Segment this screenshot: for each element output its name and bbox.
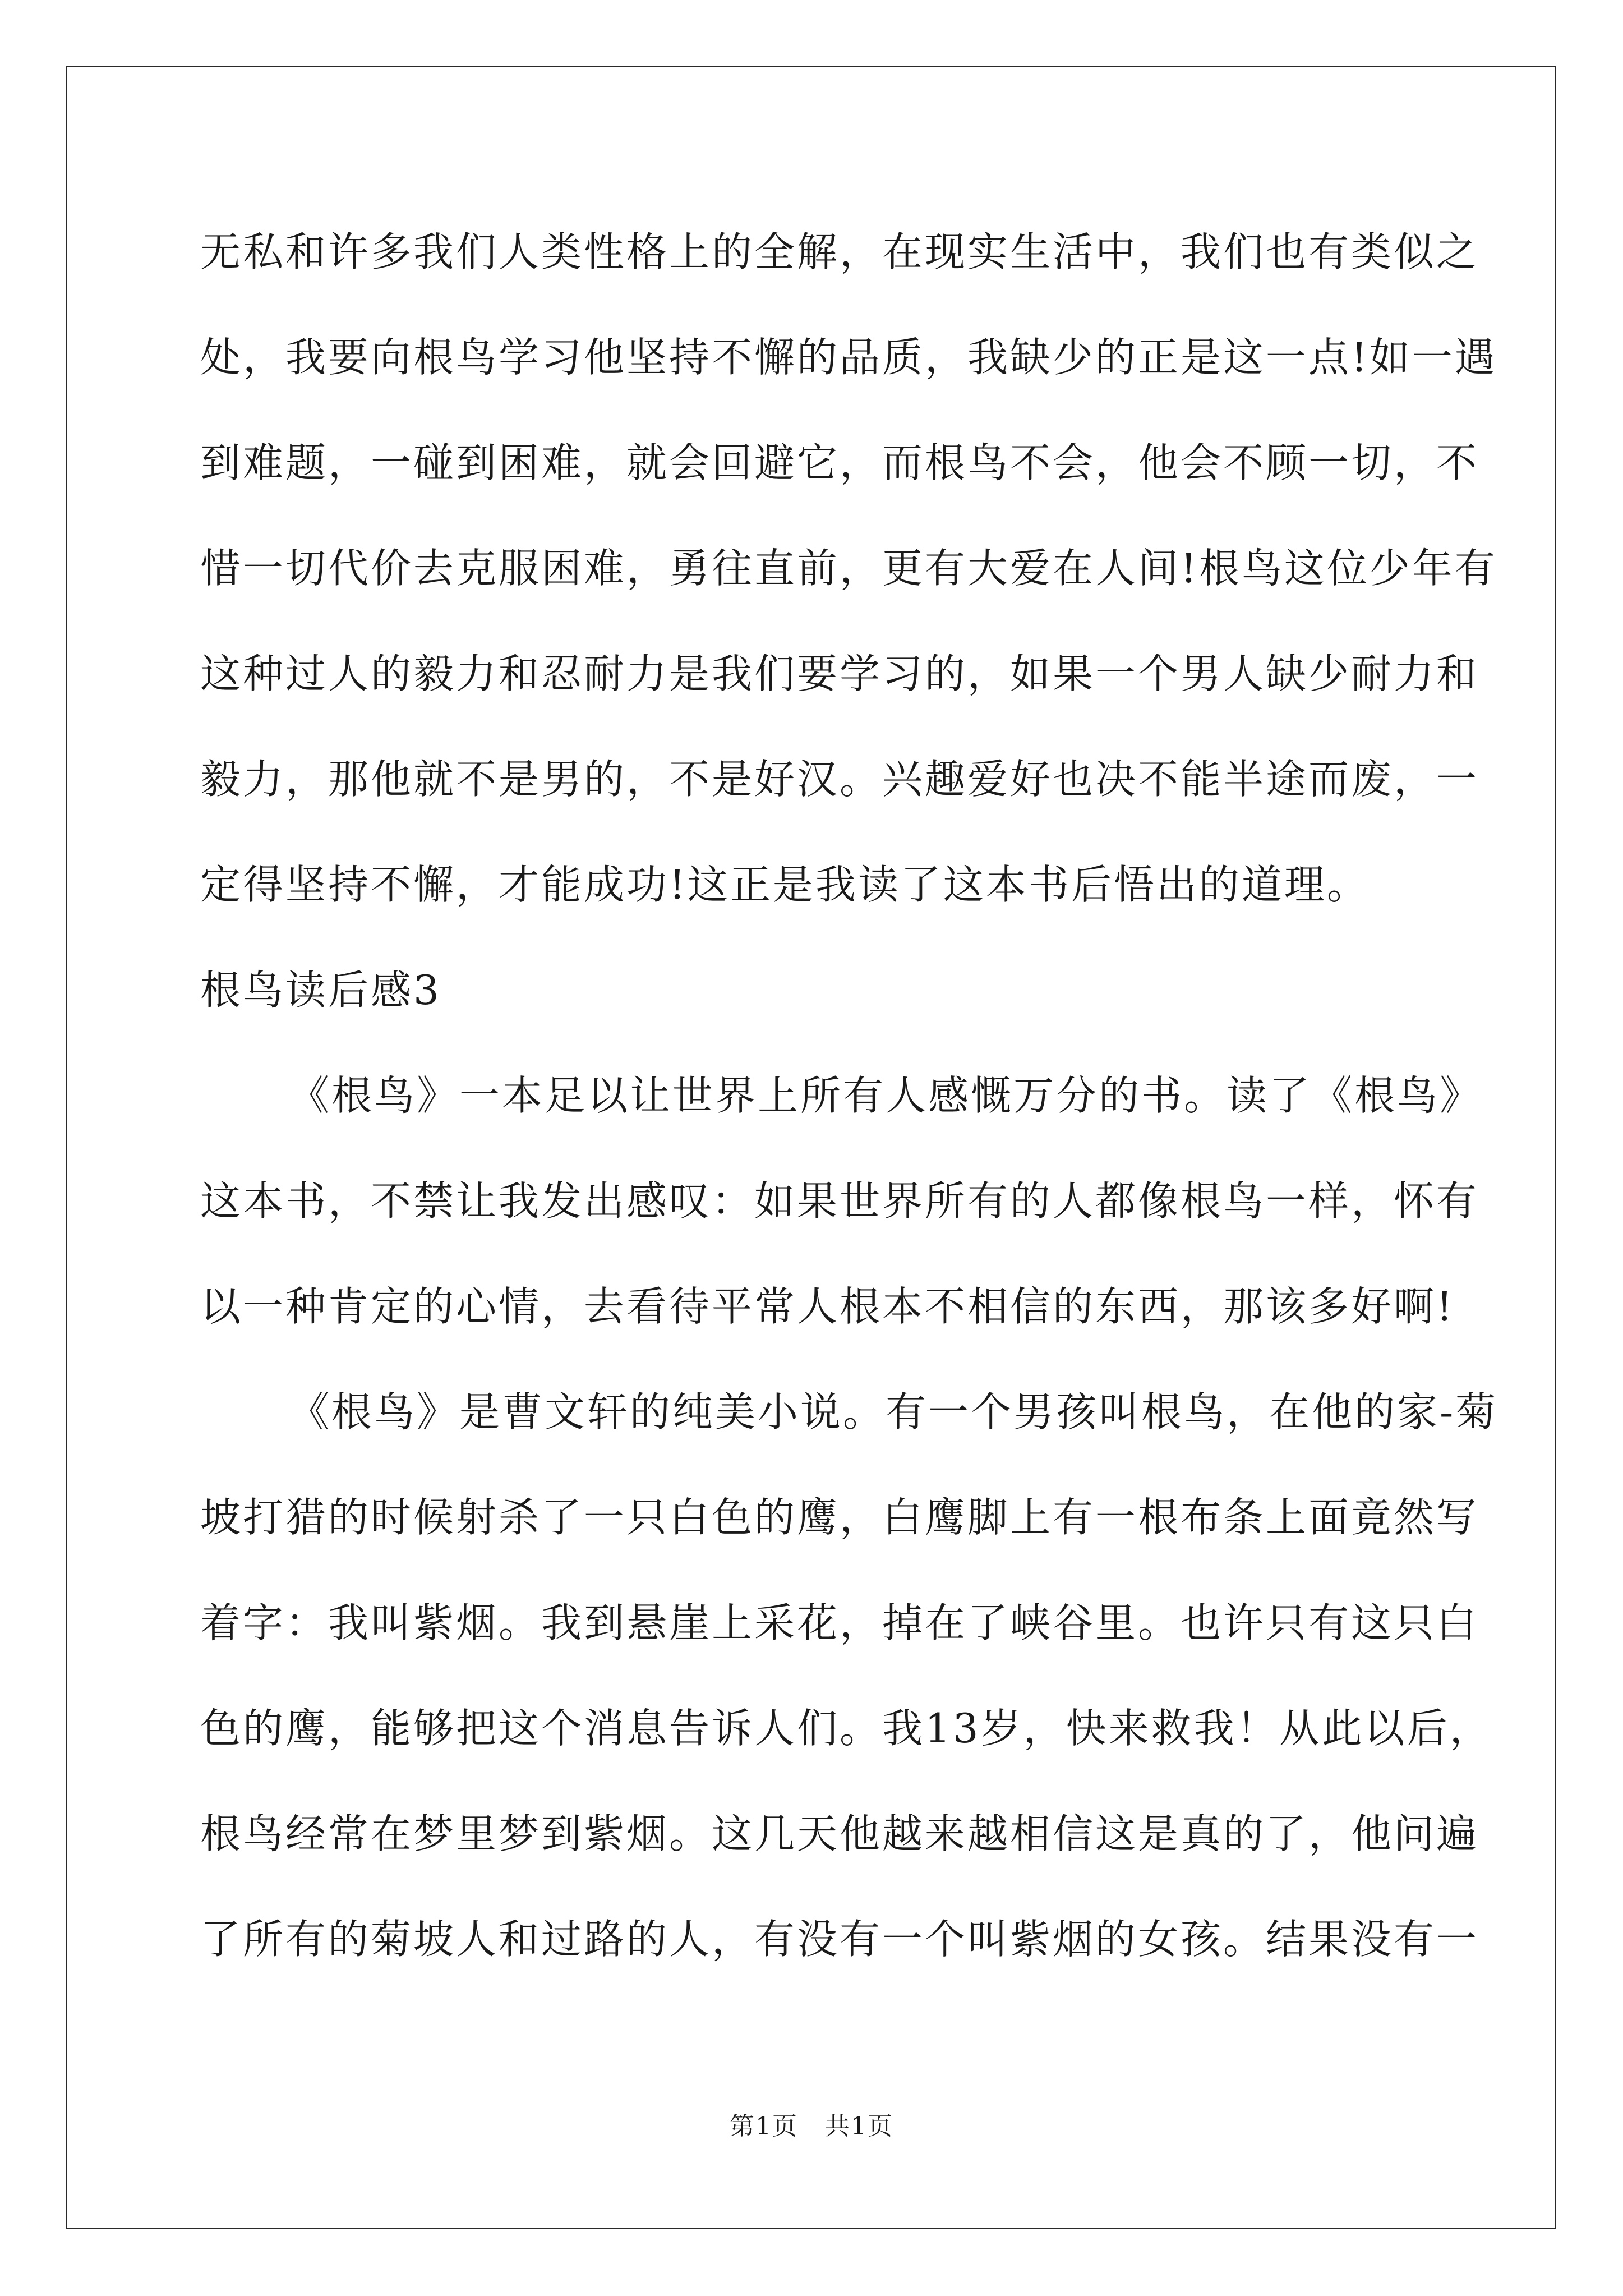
text-line: 无私和许多我们人类性格上的全解，在现实生活中，我们也有类似之 [200,228,1479,275]
text-line: 着字：我叫紫烟。我到悬崖上采花，掉在了峡谷里。也许只有这只白 [200,1599,1479,1646]
page-footer: 第1页 共1页 [730,2112,893,2141]
text-line: 以一种肯定的心情，去看待平常人根本不相信的东西，那该多好啊! [200,1283,1455,1330]
text-line: 处，我要向根鸟学习他坚持不懈的品质，我缺少的正是这一点!如一遇 [200,334,1497,381]
text-line: 到难题，一碰到困难，就会回避它，而根鸟不会，他会不顾一切，不 [200,439,1479,486]
text-line: 色的鹰，能够把这个消息告诉人们。我13岁，快来救我！从此以后， [200,1705,1492,1752]
text-line: 定得坚持不懈，才能成功!这正是我读了这本书后悟出的道理。 [200,861,1370,908]
text-line: 这种过人的毅力和忍耐力是我们要学习的，如果一个男人缺少耐力和 [200,650,1479,697]
text-line: 这本书，不禁让我发出感叹：如果世界所有的人都像根鸟一样，怀有 [200,1177,1479,1225]
section-heading: 根鸟读后感3 [200,967,441,1014]
text-line: 根鸟经常在梦里梦到紫烟。这几天他越来越相信这是真的了，他问遍 [200,1810,1479,1857]
text-line: 《根鸟》一本足以让世界上所有人感慨万分的书。读了《根鸟》 [289,1072,1483,1119]
document-body [200,199,1498,1992]
text-line: 了所有的菊坡人和过路的人，有没有一个叫紫烟的女孩。结果没有一 [200,1916,1479,1963]
text-line: 《根鸟》是曹文轩的纯美小说。有一个男孩叫根鸟，在他的家-菊 [289,1388,1498,1435]
text-line: 毅力，那他就不是男的，不是好汉。兴趣爱好也决不能半途而废，一 [200,756,1479,803]
text-line: 坡打猎的时候射杀了一只白色的鹰，白鹰脚上有一根布条上面竟然写 [200,1494,1479,1541]
text-line: 惜一切代价去克服困难，勇往直前，更有大爱在人间!根鸟这位少年有 [200,545,1497,592]
